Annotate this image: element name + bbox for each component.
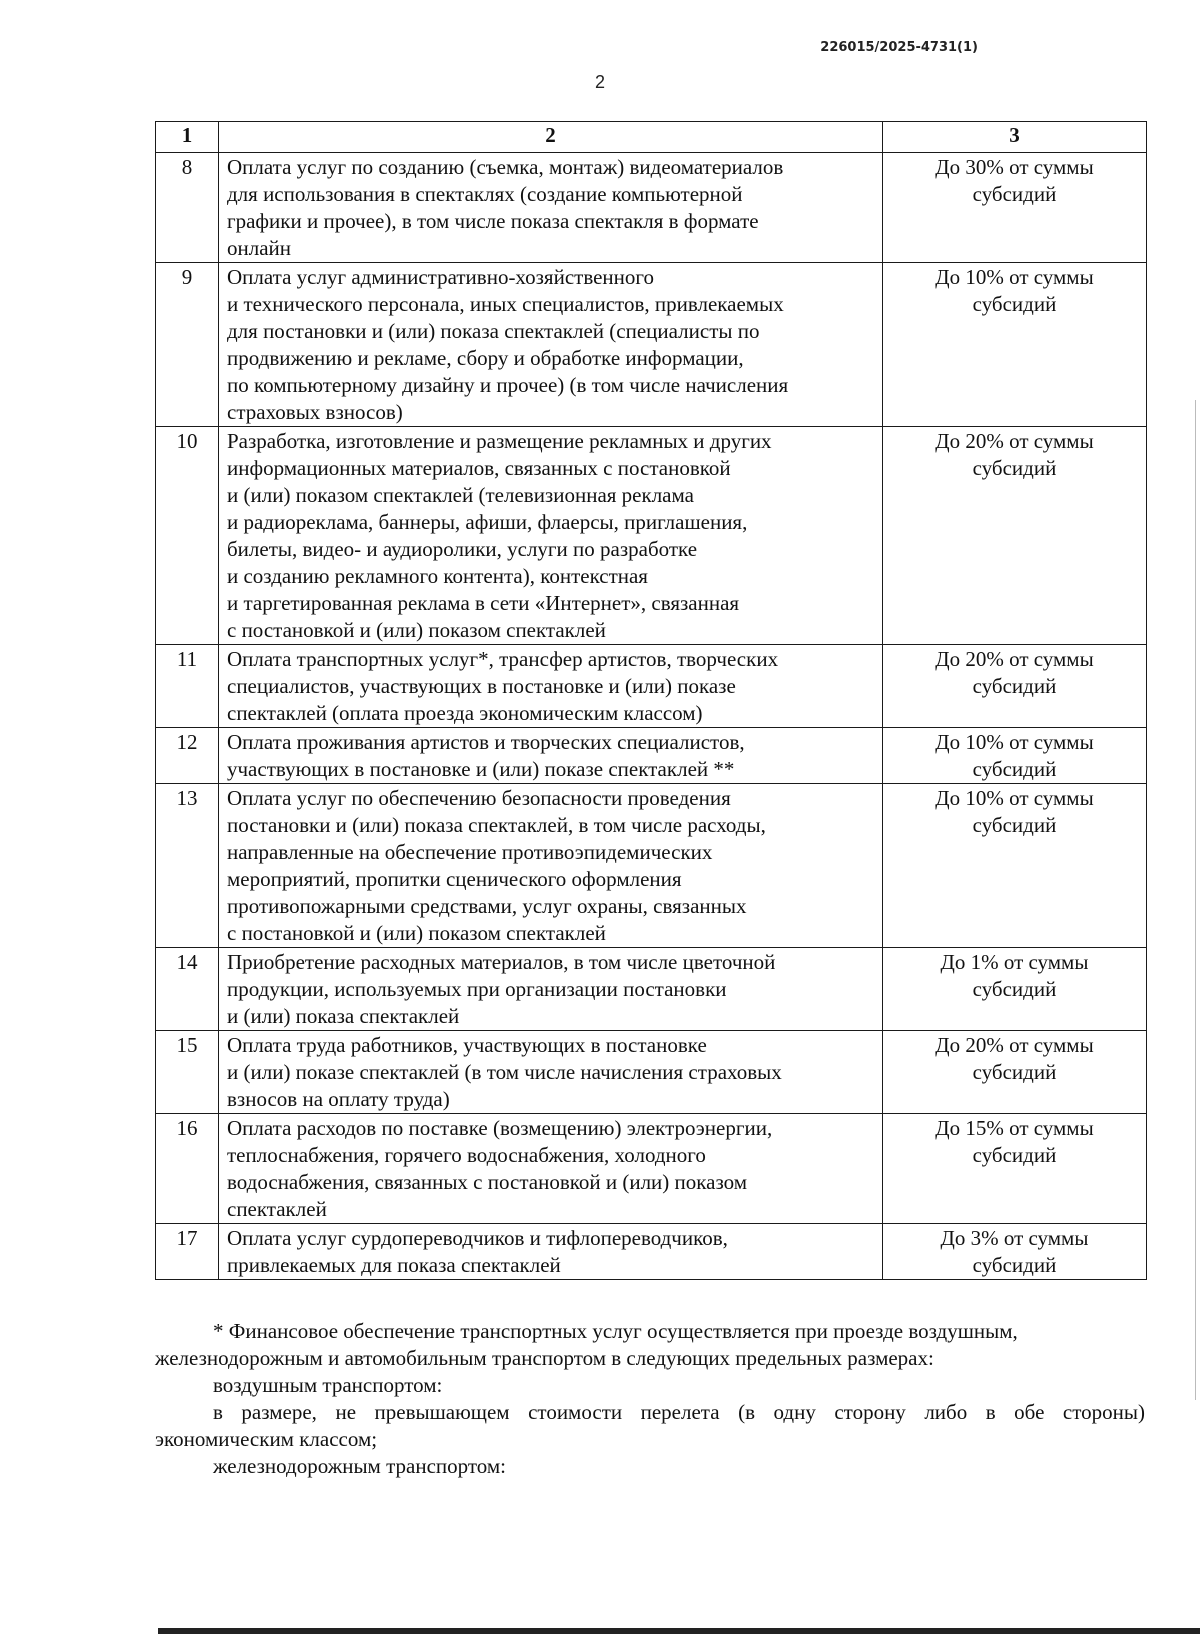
row-limit: [883, 1224, 1147, 1280]
description-line: продвижению и рекламе, сбору и обработке информации,: [227, 346, 744, 370]
limit-line: До 1% от суммы: [940, 950, 1089, 974]
row-description: [219, 948, 883, 1031]
row-limit: [883, 948, 1147, 1031]
description-line: Оплата услуг административно-хозяйственного: [227, 265, 655, 289]
description-line: спектаклей (оплата проезда экономическим классом): [227, 701, 703, 725]
description-line: и радиореклама, баннеры, афиши, флаерсы, приглашения,: [227, 510, 748, 534]
limit-line: субсидий: [972, 292, 1057, 316]
limit-line: До 10% от суммы: [935, 786, 1094, 810]
row-number: 17: [156, 1224, 219, 1280]
table-row: [156, 1224, 1147, 1280]
description-line: Оплата расходов по поставке (возмещению) электроэнергии,: [227, 1116, 773, 1140]
description-line: Оплата услуг сурдопереводчиков и тифлопереводчиков,: [227, 1226, 728, 1250]
description-line: Оплата услуг по обеспечению безопасности проведения: [227, 786, 731, 810]
description-line: для использования в спектаклях (создание компьютерной: [227, 182, 743, 206]
description-line: онлайн: [227, 236, 292, 260]
row-description: [219, 427, 883, 645]
footnote-line: железнодорожным и автомобильным транспортом в следующих предельных размерах:: [155, 1346, 934, 1370]
description-line: Оплата транспортных услуг*, трансфер артистов, творческих: [227, 647, 779, 671]
row-description: [219, 1224, 883, 1280]
description-line: билеты, видео- и аудиоролики, услуги по разработке: [227, 537, 698, 561]
row-limit: [883, 784, 1147, 948]
description-line: по компьютерному дизайну и прочее) (в том числе начисления: [227, 373, 789, 397]
description-line: Оплата проживания артистов и творческих специалистов,: [227, 730, 745, 754]
row-number: 11: [156, 645, 219, 728]
column-header-description: 2: [219, 122, 883, 153]
row-description: [219, 1114, 883, 1224]
limit-line: До 20% от суммы: [935, 647, 1094, 671]
table-row: [156, 948, 1147, 1031]
description-line: противопожарными средствами, услуг охраны, связанных: [227, 894, 747, 918]
description-line: и (или) показом спектаклей (телевизионная реклама: [227, 483, 694, 507]
description-line: и (или) показе спектаклей (в том числе начисления страховых: [227, 1060, 782, 1084]
footnotes: [155, 1318, 1145, 1480]
row-limit: [883, 427, 1147, 645]
description-line: взносов на оплату труда): [227, 1087, 450, 1111]
row-limit: [883, 153, 1147, 263]
limit-line: субсидий: [972, 1253, 1057, 1277]
description-line: Приобретение расходных материалов, в том числе цветочной: [227, 950, 776, 974]
table-row: [156, 728, 1147, 784]
table-row: [156, 263, 1147, 427]
description-line: и созданию рекламного контента), контекстная: [227, 564, 648, 588]
row-limit: [883, 263, 1147, 427]
row-description: [219, 153, 883, 263]
limit-line: До 30% от суммы: [935, 155, 1094, 179]
expense-items-table: [155, 121, 1147, 1280]
limit-line: До 20% от суммы: [935, 429, 1094, 453]
description-line: и технического персонала, иных специалистов, привлекаемых: [227, 292, 784, 316]
footnote-line: в размере, не превышающем стоимости перелета (в одну сторону либо в обе стороны): [213, 1400, 1145, 1424]
table-row: [156, 427, 1147, 645]
footnote-line: экономическим классом;: [155, 1427, 378, 1451]
row-number: 9: [156, 263, 219, 427]
description-line: Оплата услуг по созданию (съемка, монтаж) видеоматериалов: [227, 155, 784, 179]
row-description: [219, 1031, 883, 1114]
row-limit: [883, 728, 1147, 784]
scan-bottom-edge: [158, 1628, 1200, 1634]
footnote-air-heading: воздушным транспортом:: [213, 1373, 443, 1397]
description-line: информационных материалов, связанных с постановкой: [227, 456, 731, 480]
limit-line: субсидий: [972, 1143, 1057, 1167]
limit-line: До 10% от суммы: [935, 265, 1094, 289]
limit-line: субсидий: [972, 977, 1057, 1001]
document-registration-number: 226015/2025-4731(1): [820, 40, 978, 55]
row-description: [219, 645, 883, 728]
description-line: теплоснабжения, горячего водоснабжения, холодного: [227, 1143, 706, 1167]
row-description: [219, 728, 883, 784]
description-line: постановки и (или) показа спектаклей, в том числе расходы,: [227, 813, 766, 837]
page-number: 2: [594, 72, 605, 92]
column-header-number: 1: [156, 122, 219, 153]
limit-line: До 15% от суммы: [935, 1116, 1094, 1140]
table-row: [156, 1114, 1147, 1224]
row-number: 8: [156, 153, 219, 263]
description-line: направленные на обеспечение противоэпидемических: [227, 840, 713, 864]
description-line: графики и прочее), в том числе показа спектакля в формате: [227, 209, 759, 233]
table-row: [156, 784, 1147, 948]
row-limit: [883, 1031, 1147, 1114]
row-description: [219, 263, 883, 427]
limit-line: До 3% от суммы: [940, 1226, 1089, 1250]
description-line: с постановкой и (или) показом спектаклей: [227, 618, 606, 642]
limit-line: До 20% от суммы: [935, 1033, 1094, 1057]
row-description: [219, 784, 883, 948]
row-number: 13: [156, 784, 219, 948]
limit-line: субсидий: [972, 674, 1057, 698]
description-line: продукции, используемых при организации постановки: [227, 977, 727, 1001]
description-line: мероприятий, пропитки сценического оформления: [227, 867, 682, 891]
row-number: 10: [156, 427, 219, 645]
table-body: [156, 153, 1147, 1280]
table-row: [156, 153, 1147, 263]
row-number: 12: [156, 728, 219, 784]
description-line: водоснабжения, связанных с постановкой и (или) показом: [227, 1170, 748, 1194]
description-line: и таргетированная реклама в сети «Интернет», связанная: [227, 591, 740, 615]
description-line: Разработка, изготовление и размещение рекламных и других: [227, 429, 772, 453]
limit-line: субсидий: [972, 757, 1057, 781]
row-limit: [883, 645, 1147, 728]
limit-line: субсидий: [972, 1060, 1057, 1084]
description-line: привлекаемых для показа спектаклей: [227, 1253, 561, 1277]
limit-line: До 10% от суммы: [935, 730, 1094, 754]
footnote-transport: [155, 1318, 1145, 1372]
description-line: участвующих в постановке и (или) показе спектаклей **: [227, 757, 735, 781]
row-number: 14: [156, 948, 219, 1031]
table-row: [156, 645, 1147, 728]
limit-line: субсидий: [972, 456, 1057, 480]
table-header-row: [156, 122, 1147, 153]
description-line: специалистов, участвующих в постановке и (или) показе: [227, 674, 736, 698]
limit-line: субсидий: [972, 182, 1057, 206]
scan-margin-line: [1195, 400, 1196, 1400]
description-line: для постановки и (или) показа спектаклей (специалисты по: [227, 319, 760, 343]
description-line: с постановкой и (или) показом спектаклей: [227, 921, 606, 945]
row-limit: [883, 1114, 1147, 1224]
description-line: спектаклей: [227, 1197, 327, 1221]
description-line: и (или) показа спектаклей: [227, 1004, 460, 1028]
description-line: Оплата труда работников, участвующих в постановке: [227, 1033, 707, 1057]
description-line: страховых взносов): [227, 400, 403, 424]
footnote-air-text: [155, 1399, 1145, 1453]
row-number: 16: [156, 1114, 219, 1224]
table-row: [156, 1031, 1147, 1114]
column-header-limit: 3: [883, 122, 1147, 153]
limit-line: субсидий: [972, 813, 1057, 837]
footnote-line: * Финансовое обеспечение транспортных услуг осуществляется при проезде воздушным,: [213, 1319, 1018, 1343]
row-number: 15: [156, 1031, 219, 1114]
footnote-rail-heading: железнодорожным транспортом:: [213, 1454, 506, 1478]
